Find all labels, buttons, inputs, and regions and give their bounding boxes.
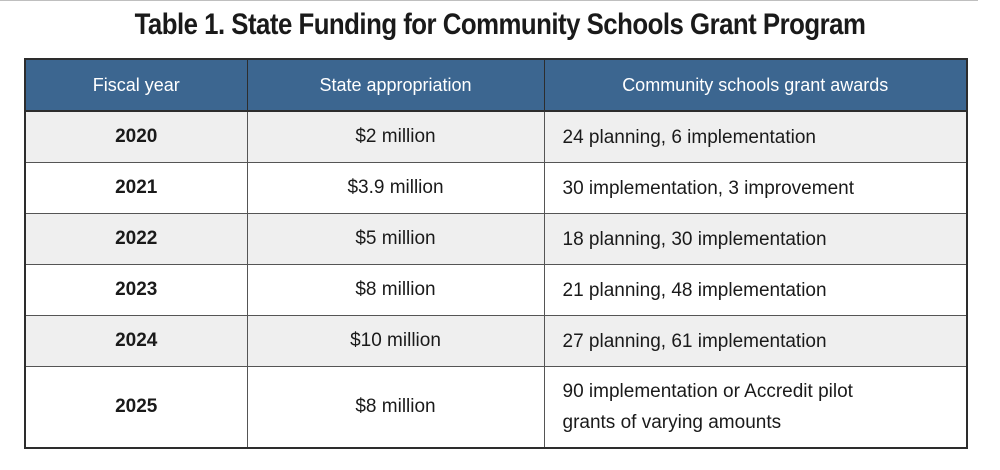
header-state-appropriation: State appropriation [247,59,544,111]
awards-cell [544,367,967,449]
awards-cell: 24 planning, 6 implementation [544,111,967,163]
table-row [25,367,967,449]
appropriation-cell: $10 million [247,316,544,367]
appropriation-cell: $8 million [247,265,544,316]
table-row [25,214,967,265]
appropriation-cell: $3.9 million [247,163,544,214]
page-title: Table 1. State Funding for Community Schools Grant Program [134,8,866,41]
awards-line: 90 implementation or Accredit pilot [562,381,853,402]
fiscal-year-cell: 2025 [25,367,247,449]
header-grant-awards: Community schools grant awards [544,59,967,111]
funding-table [24,58,968,449]
awards-cell: 18 planning, 30 implementation [544,214,967,265]
table-row [25,316,967,367]
awards-cell: 30 implementation, 3 improvement [544,163,967,214]
awards-line: grants of varying amounts [562,412,782,433]
appropriation-cell: $5 million [247,214,544,265]
appropriation-cell: $8 million [247,367,544,449]
top-divider [0,0,978,1]
fiscal-year-cell: 2024 [25,316,247,367]
header-fiscal-year: Fiscal year [25,59,247,111]
fiscal-year-cell: 2021 [25,163,247,214]
appropriation-cell: $2 million [247,111,544,163]
awards-cell: 27 planning, 61 implementation [544,316,967,367]
table-row [25,265,967,316]
table-header-row [25,59,967,111]
table-row [25,111,967,163]
fiscal-year-cell: 2020 [25,111,247,163]
table-row [25,163,967,214]
fiscal-year-cell: 2023 [25,265,247,316]
fiscal-year-cell: 2022 [25,214,247,265]
awards-cell: 21 planning, 48 implementation [544,265,967,316]
